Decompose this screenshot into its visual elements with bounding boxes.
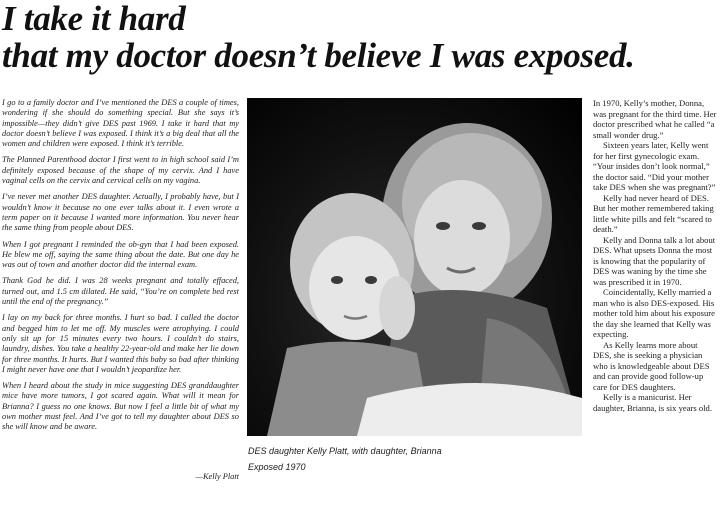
- testimony-paragraph: I’ve never met another DES daughter. Actually, I probably have, but I wouldn’t know it because no one ever talks about it. I even wrote a term paper on it because I wanted more information. You never hear the same thing from people about DES.: [2, 192, 239, 233]
- story-paragraph: Sixteen years later, Kelly went for her first gynecologic exam. “Your insides don’t look normal,” the doctor said. “Did your mother take DES when she was pregnant?”: [593, 140, 716, 192]
- story-paragraph: Kelly had never heard of DES. But her mother remembered taking little white pills and felt “scared to death.”: [593, 192, 714, 234]
- testimony-paragraph: When I heard about the study in mice suggesting DES granddaughter mice have more tumors, I got scared again. What will it mean for Brianna? I guess no one knows. But now I feel a little bit of what my own mother must feel. And I’ve got to tell my daughter about DES so she will know and be aware.: [2, 381, 239, 432]
- story-paragraph: Coincidentally, Kelly married a man who is also DES-exposed. His mother told him about his exposure the day she learned that Kelly was expecting.: [593, 287, 715, 339]
- story-column: [593, 98, 718, 413]
- portrait-photo: [247, 98, 582, 436]
- headline-line-1: I take it hard: [2, 0, 186, 38]
- testimony-paragraph: Thank God he did. I was 28 weeks pregnant and totally effaced, turned out, and 1.5 cm dilated. He said, “You’re on complete bed rest until the end of the pregnancy.”: [2, 276, 239, 307]
- caption-text: DES daughter Kelly Platt, with daughter, Brianna: [248, 446, 442, 456]
- testimony-paragraph: When I got pregnant I reminded the ob-gyn that I had been exposed. He blew me off, saying the same thing about the date. But one day he was out of town and another doctor did the internal exam.: [2, 239, 239, 270]
- story-paragraph: In 1970, Kelly’s mother, Donna, was pregnant for the third time. Her doctor prescribed what he called “a small wonder drug.”: [593, 98, 717, 140]
- testimony-paragraph: I lay on my back for three months. I hurt so bad. I called the doctor and begged him to let me off. My muscles were atrophying. I could only sit up for 15 minutes every two hours. I couldn’t do stairs, laundry, dishes. You take a healthy 22-year-old and make her lie down for three months. It hurts. But I wanted this baby so bad after thinking I might never have one that I wouldn’t jeopardize her.: [2, 313, 239, 374]
- story-paragraph: Kelly is a manicurist. Her daughter, Brianna, is six years old.: [593, 392, 712, 413]
- photo-caption: [248, 443, 583, 475]
- caption-exposed-year: Exposed 1970: [248, 462, 306, 472]
- portrait-illustration: [247, 98, 582, 436]
- story-paragraph: Kelly and Donna talk a lot about DES. What upsets Donna the most is knowing that the popularity of DES was waning by the time she was prescribed it in 1970.: [593, 234, 716, 287]
- story-paragraph: As Kelly learns more about DES, she is seeking a physician who is knowledgeable about DES and can provide good follow-up care for DES daughters.: [593, 339, 710, 392]
- headline-line-2: that my doctor doesn’t believe I was exposed.: [2, 36, 635, 75]
- testimony-paragraph: The Planned Parenthood doctor I first went to in high school said I’m definitely exposed because of the shape of my cervix. And I have vaginal cells on the cervix and cervical cells on my vagina.: [2, 155, 239, 186]
- testimony-paragraph: I go to a family doctor and I’ve mentioned the DES a couple of times, wondering if she should do something special. But she says it’s impossible—they didn’t give DES past 1969. I take it hard that my doctor doesn’t believe I was exposed. I think it’s a big deal that all the women and children were exposed. I think it’s terrible.: [2, 98, 239, 149]
- testimony-column: [2, 98, 239, 439]
- signature: —Kelly Platt: [195, 472, 239, 481]
- headline: [2, 0, 718, 74]
